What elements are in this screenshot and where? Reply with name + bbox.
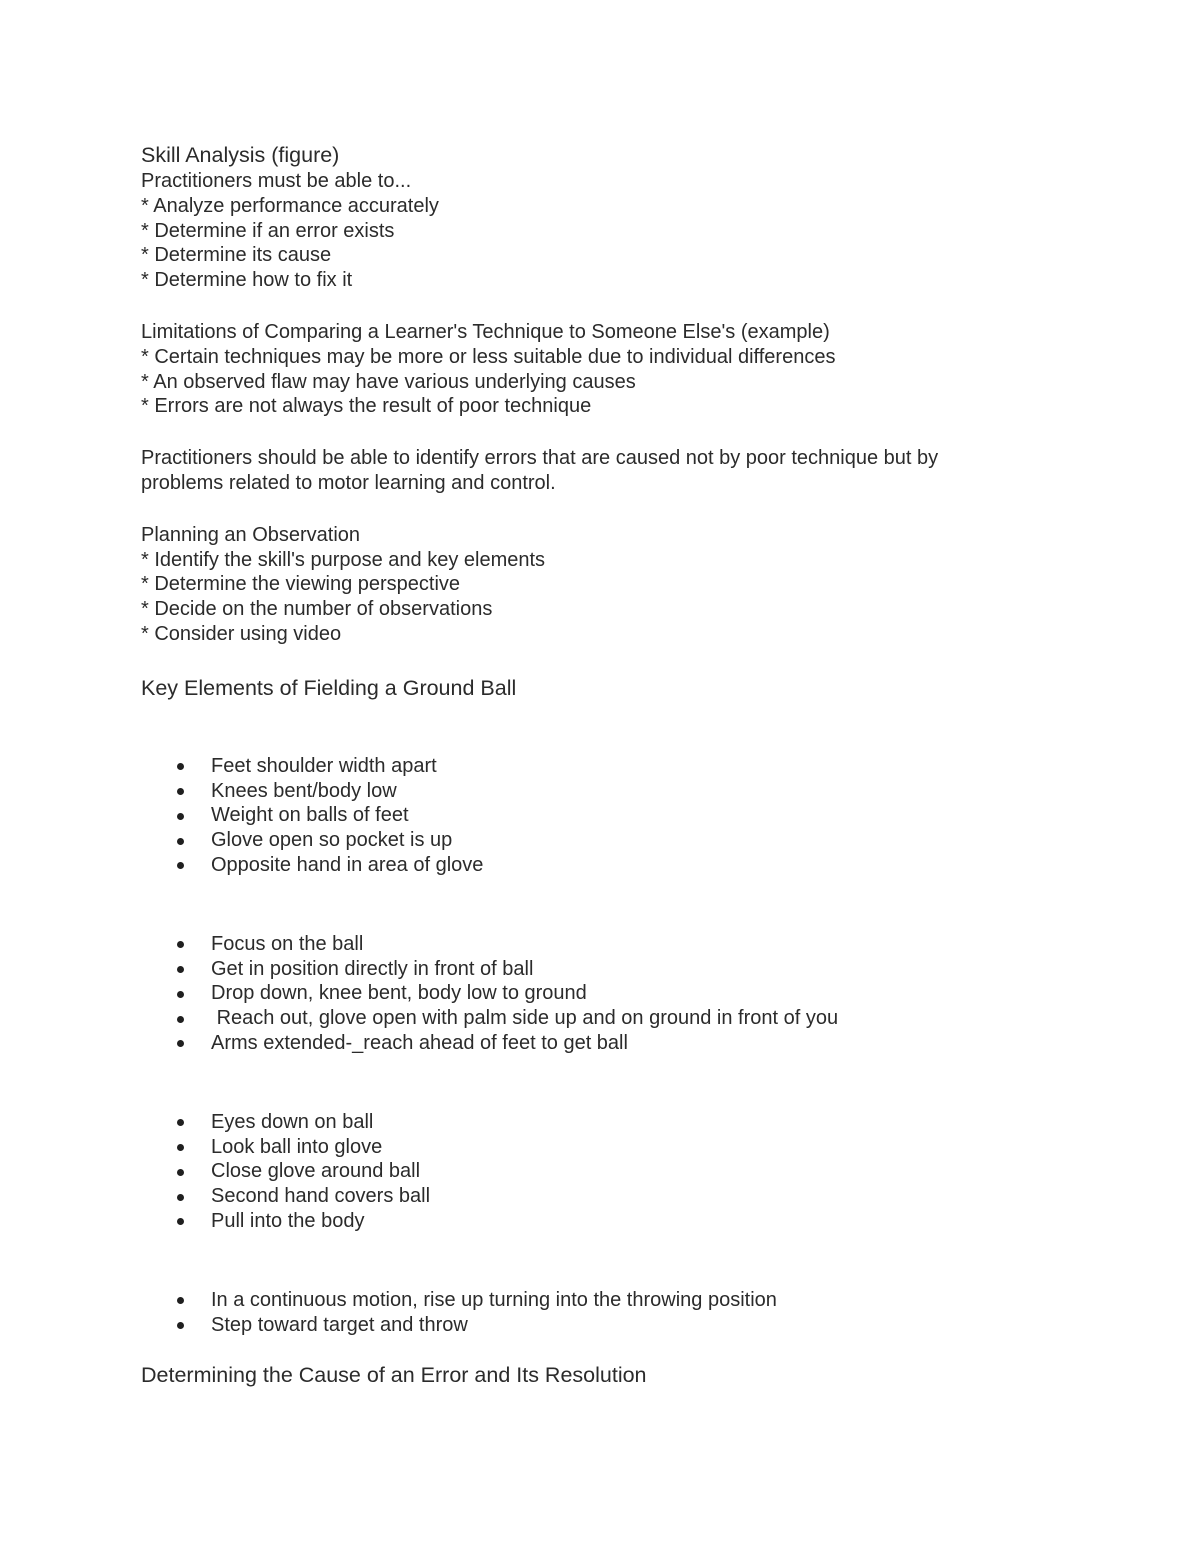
spacer [141,702,1071,754]
spacer [141,878,1071,932]
list-item [141,1209,1071,1234]
list-item [141,932,1071,957]
bullet-list [141,1110,1071,1234]
list-item-text: Opposite hand in area of glove [211,853,484,876]
bullet-dot [177,838,184,845]
bullet-dot [177,941,184,948]
list-item-text: Pull into the body [211,1209,365,1232]
section-title-planning: Planning an Observation [141,523,361,546]
bullet-dot [177,1194,184,1201]
list-item [141,1159,1071,1184]
paragraph-line: Practitioners should be able to identify errors that are caused not by poor technique but by [141,447,939,470]
list-item [141,1006,1071,1031]
list-item [141,1313,1071,1338]
text-line: * Determine if an error exists [141,219,395,242]
text-line: * Errors are not always the result of poor technique [141,395,592,418]
text-line: * Certain techniques may be more or less suitable due to individual differences [141,345,836,368]
text-line: * An observed flaw may have various underlying causes [141,370,636,393]
bullet-dot [177,966,184,973]
text-line: Practitioners must be able to... [141,170,412,192]
list-item-text: Focus on the ball [211,932,364,955]
bullet-dot [177,1040,184,1047]
bullet-dot [177,788,184,795]
list-item [141,1110,1071,1135]
list-item-text: Get in position directly in front of ball [211,957,534,980]
spacer [141,1056,1071,1110]
text-line: * Decide on the number of observations [141,598,493,621]
text-line: * Determine how to fix it [141,269,353,292]
list-item-text: Drop down, knee bent, body low to ground [211,982,587,1005]
list-item [141,1288,1071,1313]
list-item-text: Eyes down on ball [211,1110,374,1133]
list-item-text: Feet shoulder width apart [211,754,437,777]
list-item-text: Weight on balls of feet [211,804,409,827]
paragraph-line: problems related to motor learning and control. [141,471,556,494]
bullet-list [141,754,1071,878]
text-line: * Analyze performance accurately [141,194,439,217]
spacer [141,1337,1071,1362]
list-item-text: Close glove around ball [211,1160,421,1183]
section-title-skill-analysis: Skill Analysis (figure) [141,143,340,167]
bullet-dot [177,1144,184,1151]
list-item [141,1184,1071,1209]
list-item-text: Knees bent/body low [211,779,397,802]
list-item [141,779,1071,804]
bullet-dot [177,1016,184,1023]
final-heading: Determining the Cause of an Error and Its Resolution [141,1363,647,1388]
bullet-dot [177,1218,184,1225]
bullet-dot [177,813,184,820]
bullet-list [141,1288,1071,1338]
bullet-dot [177,991,184,998]
spacer [141,293,1071,320]
document-page [141,142,1071,1389]
section-title-limitations: Limitations of Comparing a Learner's Technique to Someone Else's (example) [141,320,830,343]
bullet-dot [177,1119,184,1126]
bullet-dot [177,1322,184,1329]
bullet-dot [177,1169,184,1176]
spacer [141,419,1071,446]
bullet-dot [177,1297,184,1304]
list-item [141,1031,1071,1056]
list-item-text: In a continuous motion, rise up turning into the throwing position [211,1288,777,1311]
list-item [141,828,1071,853]
list-item-text: Look ball into glove [211,1135,383,1158]
list-item [141,754,1071,779]
text-line: * Consider using video [141,622,342,645]
list-item-text: Reach out, glove open with palm side up and on ground in front of you [211,1007,839,1030]
text-line: * Determine the viewing perspective [141,573,461,596]
bullet-dot [177,763,184,770]
list-item-text: Arms extended-_reach ahead of feet to get ball [211,1031,628,1054]
spacer [141,1234,1071,1288]
list-item [141,803,1071,828]
text-line: * Determine its cause [141,244,332,267]
list-item [141,957,1071,982]
text-line: * Identify the skill's purpose and key elements [141,548,546,571]
spacer [141,647,1071,675]
list-item [141,1135,1071,1160]
bullet-list [141,932,1071,1056]
list-item [141,981,1071,1006]
list-item [141,853,1071,878]
list-item-text: Glove open so pocket is up [211,829,453,852]
list-item-text: Step toward target and throw [211,1313,468,1336]
spacer [141,496,1071,523]
list-item-text: Second hand covers ball [211,1185,431,1208]
bullet-dot [177,862,184,869]
key-elements-heading: Key Elements of Fielding a Ground Ball [141,675,517,700]
